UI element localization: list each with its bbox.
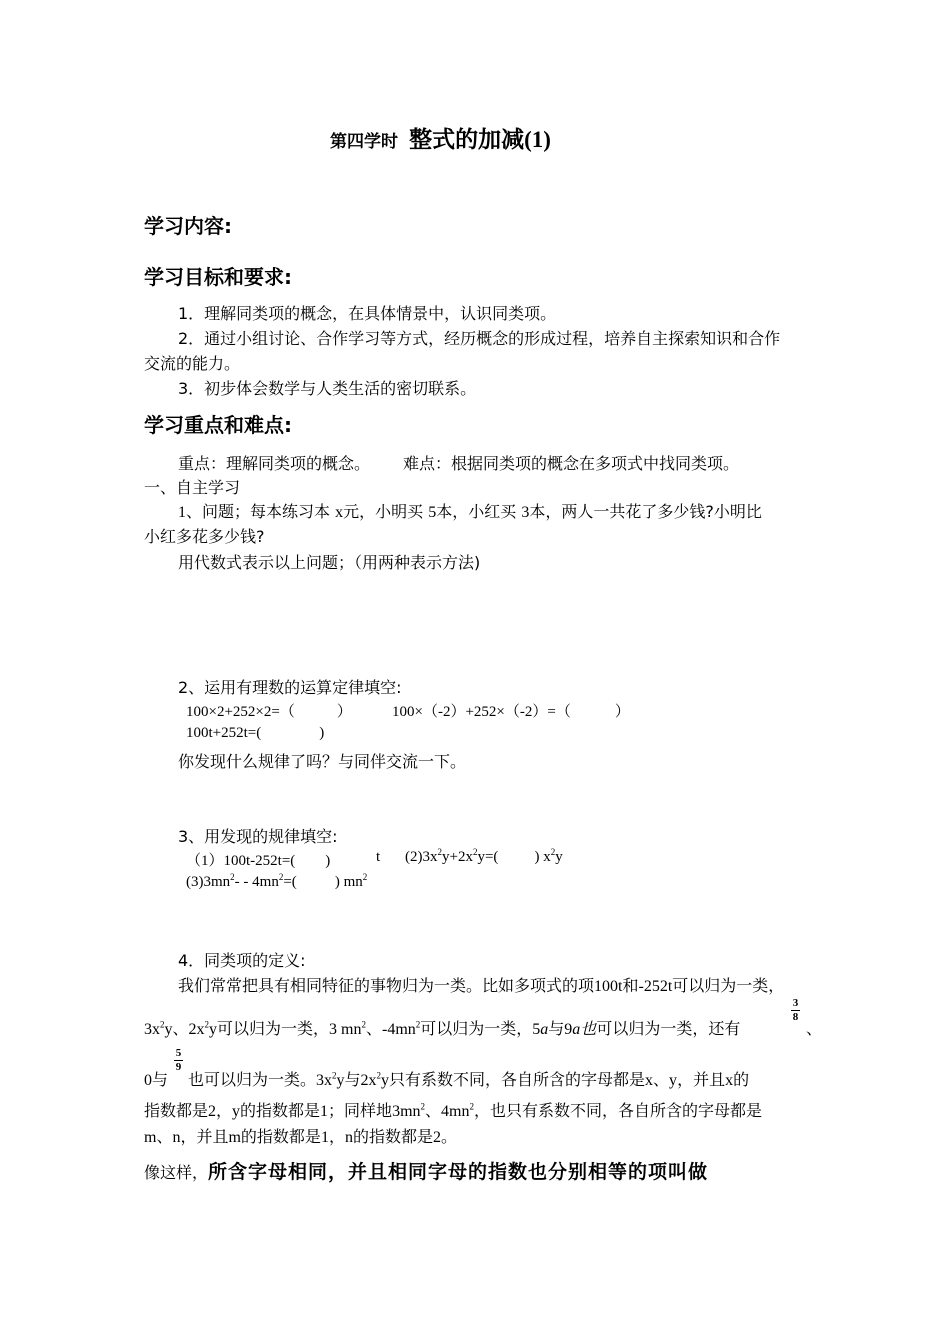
heading-keypoints: 学习重点和难点: (144, 413, 292, 437)
goal-1: 1．理解同类项的概念，在具体情景中，认识同类项。 (178, 304, 557, 323)
q3-expr2: $(2)3x^2y+2x^2y=$( ) $x^2y$ (405, 847, 563, 865)
q4-line1: 我们常常把具有相同特征的事物归为一类。比如多项式的项100t和-252t可以归为一类， (178, 976, 785, 995)
q3-expr3: $(3)3mn^2- - 4mn^2=$( ) $mn^2$ (186, 872, 368, 890)
keypoint-focus: 重点：理解同类项的概念。 (178, 454, 371, 473)
q2-expr2: 100×（-2）+252×（-2）=（ ） (392, 704, 630, 720)
q1-line2: 小红多花多少钱? (144, 527, 265, 546)
q4-line5: m、n，并且m的指数都是1，n的指数都是2。 (144, 1127, 457, 1146)
goal-3: 3．初步体会数学与人类生活的密切联系。 (178, 379, 477, 398)
q3-expr1: （1）100t-252t=( ) (186, 853, 331, 869)
q4-line3-rest: 也可以归为一类。$3x^2y$与$2x^2y$只有系数不同，各自所含的字母都是x、y，并且x的 (188, 1070, 750, 1089)
q4-line3: 0与 (144, 1070, 169, 1089)
q2-expr1: 100×2+252×2=（ ） (186, 704, 352, 720)
section-self-study: 一、自主学习 (144, 478, 241, 497)
heading-goals: 学习目标和要求: (144, 265, 292, 289)
q1-line3: 用代数式表示以上问题；（用两种表示方法) (178, 553, 481, 572)
topic-number: (1) (524, 127, 551, 152)
q2-label: 2、运用有理数的运算定律填空: (178, 678, 402, 697)
q4-line2: $3x^2y$、$2x^2y$可以归为一类，3 $mn^2$、$-4mn^2$可以归为一类，5a与9a也可以归为一类，还有 (144, 1019, 741, 1038)
q4-line2-end: 、 (806, 1019, 823, 1038)
fraction-5-9: $\frac{5}{9}$ (175, 1047, 182, 1073)
q4-definition: 像这样，所含字母相同，并且相同字母的指数也分别相等的项叫做 (144, 1161, 709, 1183)
q3-label: 3、用发现的规律填空: (178, 827, 338, 846)
heading-content: 学习内容: (144, 214, 232, 238)
q2-question: 你发现什么规律了吗？与同伴交流一下。 (178, 752, 467, 771)
keypoint-difficulty: 难点：根据同类项的概念在多项式中找同类项。 (403, 454, 740, 473)
fraction-3-8: $\frac{3}{8}$ (792, 997, 799, 1023)
q3-expr1-var: t (376, 849, 381, 865)
q4-line4: 指数都是2，y的指数都是1；同样地$3mn^2$、$4mn^2$，也只有系数不同，各自所含的字母都是 (144, 1101, 762, 1120)
q4-label: 4．同类项的定义: (178, 951, 306, 970)
goal-2: 2．通过小组讨论、合作学习等方式，经历概念的形成过程，培养自主探索知识和合作 (178, 329, 781, 348)
q1-line1: 1、问题；每本练习本 x元，小明买 5本，小红买 3本，两人一共花了多少钱?小明比 (178, 502, 762, 521)
page-title (330, 121, 551, 154)
lesson-label: 第四学时 (330, 132, 398, 152)
goal-2-cont: 交流的能力。 (144, 354, 241, 373)
topic-title: 整式的加减 (409, 127, 525, 153)
q2-expr3: 100t+252t=( ) (186, 725, 325, 741)
